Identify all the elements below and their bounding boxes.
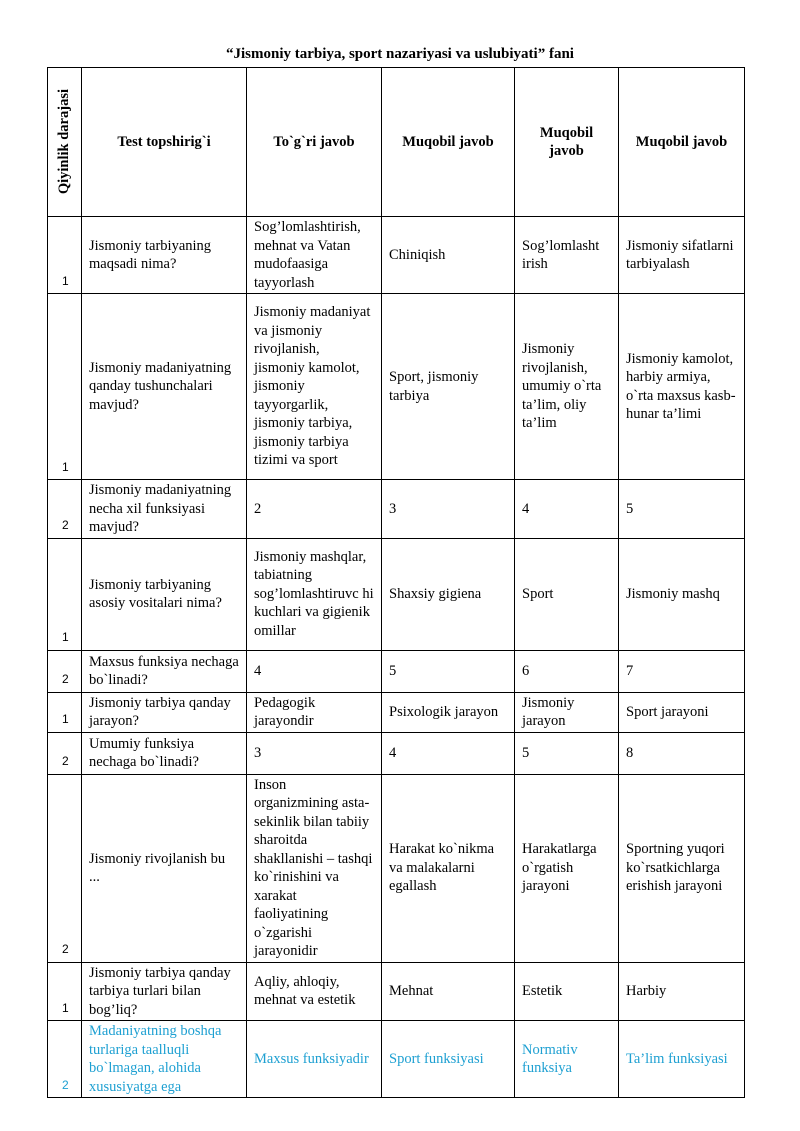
alt-answer-cell: Jismoniy jarayon xyxy=(515,692,619,732)
alt-answer-cell: 8 xyxy=(619,732,745,774)
alt-answer-cell: Sportning yuqori ko`rsatkichlarga erishish jarayoni xyxy=(619,774,745,962)
header-alt3: Muqobil javob xyxy=(619,68,745,217)
alt-answer-cell: Harbiy xyxy=(619,962,745,1021)
question-cell: Jismoniy tarbiya qanday jarayon? xyxy=(82,692,247,732)
difficulty-cell: 1 xyxy=(48,538,82,650)
correct-answer-cell: Maxsus funksiyadir xyxy=(247,1021,382,1098)
difficulty-cell: 1 xyxy=(48,217,82,294)
question-cell: Maxsus funksiya nechaga bo`linadi? xyxy=(82,650,247,692)
alt-answer-cell: Jismoniy kamolot, harbiy armiya, o`rta maxsus kasb-hunar ta’limi xyxy=(619,294,745,480)
question-cell: Umumiy funksiya nechaga bo`linadi? xyxy=(82,732,247,774)
document-title: “Jismoniy tarbiya, sport nazariyasi va uslubiyati” fani xyxy=(226,46,574,62)
header-question: Test topshirig`i xyxy=(82,68,247,217)
table-row xyxy=(48,294,745,480)
alt-answer-cell: 4 xyxy=(382,732,515,774)
question-cell: Jismoniy tarbiyaning asosiy vositalari nima? xyxy=(82,538,247,650)
difficulty-cell: 2 xyxy=(48,480,82,539)
table-row xyxy=(48,962,745,1021)
alt-answer-cell: 5 xyxy=(515,732,619,774)
alt-answer-cell: Shaxsiy gigiena xyxy=(382,538,515,650)
header-alt2: Muqobil javob xyxy=(515,68,619,217)
header-row xyxy=(48,68,745,217)
alt-answer-cell: Jismoniy rivojlanish, umumiy o`rta ta’lim, oliy ta’lim xyxy=(515,294,619,480)
correct-answer-cell: 4 xyxy=(247,650,382,692)
alt-answer-cell: 7 xyxy=(619,650,745,692)
difficulty-cell: 1 xyxy=(48,962,82,1021)
correct-answer-cell: Sog’lomlashtirish, mehnat va Vatan mudofaasiga tayyorlash xyxy=(247,217,382,294)
table-row xyxy=(48,774,745,962)
correct-answer-cell: Aqliy, ahloqiy, mehnat va estetik xyxy=(247,962,382,1021)
question-cell: Jismoniy madaniyatning qanday tushunchalari mavjud? xyxy=(82,294,247,480)
alt-answer-cell: 4 xyxy=(515,480,619,539)
question-cell: Jismoniy rivojlanish bu ... xyxy=(82,774,247,962)
header-difficulty xyxy=(48,68,82,217)
alt-answer-cell: Sport xyxy=(515,538,619,650)
alt-answer-cell: Harakatlarga o`rgatish jarayoni xyxy=(515,774,619,962)
correct-answer-cell: Jismoniy mashqlar, tabiatning sog’lomlashtiruvc hi kuchlari va gigienik omillar xyxy=(247,538,382,650)
table-row xyxy=(48,538,745,650)
difficulty-cell: 2 xyxy=(48,774,82,962)
difficulty-cell: 1 xyxy=(48,294,82,480)
alt-answer-cell: Jismoniy mashq xyxy=(619,538,745,650)
difficulty-cell: 2 xyxy=(48,1021,82,1098)
question-cell: Jismoniy tarbiya qanday tarbiya turlari bilan bog’liq? xyxy=(82,962,247,1021)
alt-answer-cell: Sport jarayoni xyxy=(619,692,745,732)
correct-answer-cell: 2 xyxy=(247,480,382,539)
alt-answer-cell: Psixologik jarayon xyxy=(382,692,515,732)
question-cell: Jismoniy tarbiyaning maqsadi nima? xyxy=(82,217,247,294)
alt-answer-cell: Sport, jismoniy tarbiya xyxy=(382,294,515,480)
question-cell: Madaniyatning boshqa turlariga taalluqli bo`lmagan, alohida xususiyatga ega xyxy=(82,1021,247,1098)
alt-answer-cell: Sog’lomlasht irish xyxy=(515,217,619,294)
correct-answer-cell: Pedagogik jarayondir xyxy=(247,692,382,732)
header-difficulty-label: Qiyinlik darajasi xyxy=(56,89,73,195)
correct-answer-cell: Jismoniy madaniyat va jismoniy rivojlanish, jismoniy kamolot, jismoniy tayyorgarlik, jismoniy tarbiya, jismoniy tarbiya tizimi va sport xyxy=(247,294,382,480)
correct-answer-cell: Inson organizmining asta-sekinlik bilan tabiiy sharoitda shakllanishi – tashqi ko`rinishini va xarakat faoliyatining o`zgarishi jarayonidir xyxy=(247,774,382,962)
alt-answer-cell: 3 xyxy=(382,480,515,539)
alt-answer-cell: 5 xyxy=(382,650,515,692)
alt-answer-cell: Jismoniy sifatlarni tarbiyalash xyxy=(619,217,745,294)
difficulty-cell: 1 xyxy=(48,692,82,732)
table-row-highlighted xyxy=(48,1021,745,1098)
table-row xyxy=(48,217,745,294)
alt-answer-cell: Chiniqish xyxy=(382,217,515,294)
header-correct: To`g`ri javob xyxy=(247,68,382,217)
alt-answer-cell: Estetik xyxy=(515,962,619,1021)
difficulty-cell: 2 xyxy=(48,650,82,692)
difficulty-cell: 2 xyxy=(48,732,82,774)
correct-answer-cell: 3 xyxy=(247,732,382,774)
table-row xyxy=(48,650,745,692)
alt-answer-cell: Mehnat xyxy=(382,962,515,1021)
alt-answer-cell: 5 xyxy=(619,480,745,539)
alt-answer-cell: Sport funksiyasi xyxy=(382,1021,515,1098)
header-alt1: Muqobil javob xyxy=(382,68,515,217)
test-table xyxy=(47,67,745,1098)
question-cell: Jismoniy madaniyatning necha xil funksiyasi mavjud? xyxy=(82,480,247,539)
alt-answer-cell: 6 xyxy=(515,650,619,692)
table-row xyxy=(48,732,745,774)
alt-answer-cell: Ta’lim funksiyasi xyxy=(619,1021,745,1098)
table-row xyxy=(48,692,745,732)
alt-answer-cell: Normativ funksiya xyxy=(515,1021,619,1098)
alt-answer-cell: Harakat ko`nikma va malakalarni egallash xyxy=(382,774,515,962)
table-row xyxy=(48,480,745,539)
